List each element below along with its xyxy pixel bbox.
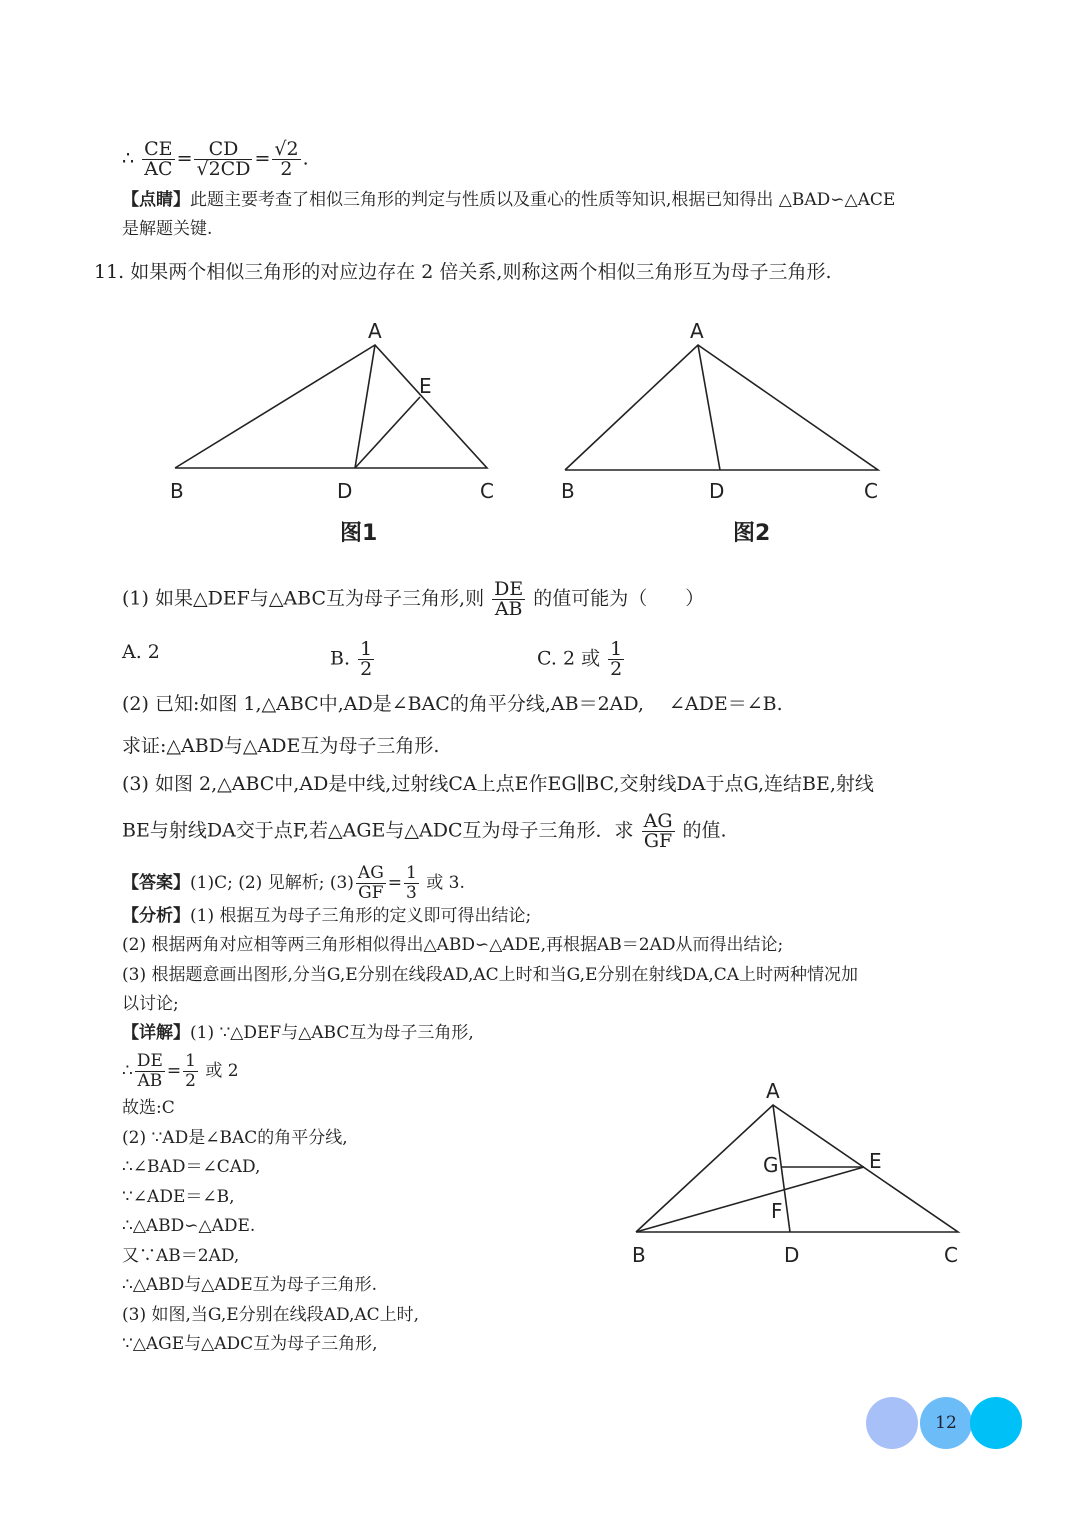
- part2-prove: 求证:△ABD与△ADE互为母子三角形.: [122, 735, 440, 757]
- comment-line-2: 是解题关键.: [122, 219, 213, 239]
- svg-text:B: B: [170, 479, 184, 503]
- figure-3-lines: [636, 1105, 958, 1232]
- detail-line-10: (3) 如图,当G,E分别在线段AD,AC上时,: [122, 1305, 420, 1325]
- page-dot-3: [970, 1397, 1022, 1449]
- svg-text:A: A: [690, 319, 704, 343]
- svg-text:A: A: [368, 319, 382, 343]
- svg-text:F: F: [771, 1199, 783, 1223]
- option-b: B. $\frac{1}{2}$: [330, 638, 373, 680]
- svg-text:D: D: [337, 479, 353, 503]
- svg-text:D: D: [709, 479, 725, 503]
- detail-line-8: 又∵AB＝2AD,: [122, 1246, 240, 1266]
- figure-1-lines: [175, 345, 487, 468]
- page-number: 12: [920, 1397, 972, 1449]
- part3-question: (3) 如图 2,△ABC中,AD是中线,过射线CA上点E作EG∥BC,交射线DA于点G,连结BE,射线: [122, 773, 874, 795]
- detail-line-11: ∵△AGE与△ADC互为母子三角形,: [122, 1334, 378, 1354]
- analysis-line-3: (3) 根据题意画出图形,分当G,E分别在线段AD,AC上时和当G,E分别在射线DA,CA上时两种情况加: [122, 965, 859, 985]
- figure-2-caption: 图2: [733, 521, 771, 546]
- detail-fraction: ∴ $\frac{DE}{AB}$ = $\frac{1}{2}$ 或 2: [122, 1051, 239, 1091]
- svg-text:C: C: [864, 479, 878, 503]
- svg-text:G: G: [763, 1153, 779, 1177]
- figure-2-lines: [565, 345, 878, 470]
- svg-text:C: C: [944, 1243, 958, 1267]
- svg-text:A: A: [766, 1079, 780, 1103]
- detail-line-6: ∵∠ADE＝∠B,: [122, 1187, 235, 1207]
- svg-text:B: B: [632, 1243, 646, 1267]
- detail-line-7: ∴△ABD∽△ADE.: [122, 1216, 256, 1236]
- analysis-line-4: 以讨论;: [122, 994, 179, 1014]
- question-stem: 11. 如果两个相似三角形的对应边存在 2 倍关系,则称这两个相似三角形互为母子三角形.: [94, 261, 832, 283]
- svg-text:E: E: [869, 1149, 882, 1173]
- detail-line-9: ∴△ABD与△ADE互为母子三角形.: [122, 1275, 378, 1295]
- svg-text:B: B: [561, 479, 575, 503]
- analysis-line-2: (2) 根据两角对应相等两三角形相似得出△ABD∽△ADE,再根据AB＝2AD从而得出结论;: [122, 935, 784, 955]
- figure-3: [600, 1070, 1000, 1270]
- part2-question: (2) 已知:如图 1,△ABC中,AD是∠BAC的角平分线,AB＝2AD, ∠ADE＝∠B.: [122, 693, 783, 715]
- part1-question: (1) 如果△DEF与△ABC互为母子三角形,则 $\frac{DE}{AB}$ 的值可能为（ ）: [122, 578, 705, 620]
- svg-text:C: C: [480, 479, 494, 503]
- detail-line-3: 故选:C: [122, 1098, 175, 1118]
- detail-line-1: 【详解】(1) ∵△DEF与△ABC互为母子三角形,: [122, 1023, 474, 1043]
- ratio-equation: ∴ $\frac{CE}{AC}$ = $\frac{CD}{√2CD}$ = $\frac{√2}{2}$ .: [122, 138, 309, 180]
- comment-line: 【点睛】此题主要考查了相似三角形的判定与性质以及重心的性质等知识,根据已知得出 △BAD∽△ACE: [122, 190, 896, 210]
- option-a: A. 2: [122, 641, 160, 663]
- svg-text:E: E: [419, 374, 432, 398]
- page-dot-1: [866, 1397, 918, 1449]
- figures-1-2: [0, 300, 1080, 560]
- part3-question-2: BE与射线DA交于点F,若△AGE与△ADC互为母子三角形．求 $\frac{AG}{GF}$ 的值.: [122, 810, 727, 852]
- svg-text:D: D: [784, 1243, 800, 1267]
- figure-1-caption: 图1: [340, 521, 378, 546]
- detail-line-5: ∴∠BAD＝∠CAD,: [122, 1157, 261, 1177]
- option-c: C. 2 或 $\frac{1}{2}$: [537, 638, 623, 680]
- detail-line-4: (2) ∵AD是∠BAC的角平分线,: [122, 1128, 348, 1148]
- analysis-line-1: 【分析】(1) 根据互为母子三角形的定义即可得出结论;: [122, 906, 532, 926]
- answer-line: 【答案】(1)C; (2) 见解析; (3) $\frac{AG}{GF}$ = $\frac{1}{3}$ 或 3.: [122, 863, 465, 903]
